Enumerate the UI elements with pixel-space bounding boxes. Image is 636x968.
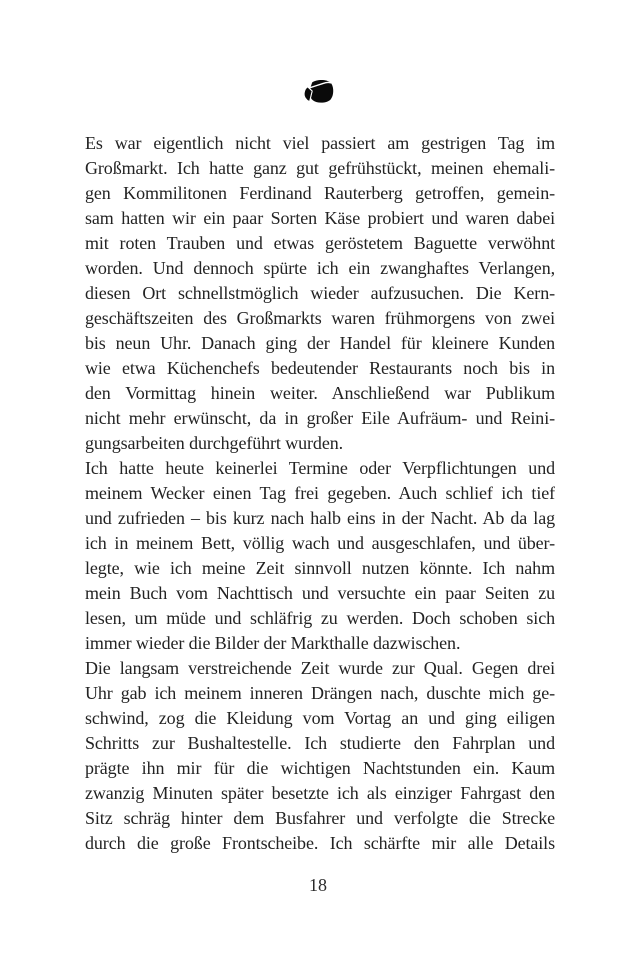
text-line: nicht mehr erwünscht, da in großer Eile Aufräum- und Reini- xyxy=(85,408,555,428)
text-line: mit roten Trauben und etwas geröstetem Baguette verwöhnt xyxy=(85,233,555,253)
text-line: meinem Wecker einen Tag frei gegeben. Auch schlief ich tief xyxy=(85,483,555,503)
text-line: und zufrieden – bis kurz nach halb eins in der Nacht. Ab da lag xyxy=(85,508,555,528)
text-line: Großmarkt. Ich hatte ganz gut gefrühstückt, meinen ehemali- xyxy=(85,158,555,178)
text-line: lesen, um müde und schläfrig zu werden. Doch schoben sich xyxy=(85,608,555,628)
page-number: 18 xyxy=(309,875,327,895)
text-line: Es war eigentlich nicht viel passiert am gestrigen Tag im xyxy=(85,133,555,153)
cheese-wheel-ornament-icon xyxy=(301,78,335,108)
paragraph xyxy=(85,456,555,656)
text-line: legte, wie ich meine Zeit sinnvoll nutzen könnte. Ich nahm xyxy=(85,558,555,578)
text-line: Die langsam verstreichende Zeit wurde zur Qual. Gegen drei xyxy=(85,658,555,678)
paragraph xyxy=(85,656,555,856)
text-line: mein Buch vom Nachttisch und versuchte ein paar Seiten zu xyxy=(85,583,555,603)
text-line: gungsarbeiten durchgeführt wurden. xyxy=(85,433,344,453)
text-line: bis neun Uhr. Danach ging der Handel für kleinere Kunden xyxy=(85,333,555,353)
text-line: Ich hatte heute keinerlei Termine oder Verpflichtungen und xyxy=(85,458,555,478)
text-line: ich in meinem Bett, völlig wach und ausgeschlafen, und über- xyxy=(85,533,555,553)
text-line: geschäftszeiten des Großmarkts waren frühmorgens von zwei xyxy=(85,308,555,328)
text-line: Uhr gab ich meinem inneren Drängen nach, duschte mich ge- xyxy=(85,683,555,703)
text-line: wie etwa Küchenchefs bedeutender Restaurants noch bis in xyxy=(85,358,555,378)
text-line: durch die große Frontscheibe. Ich schärfte mir alle Details xyxy=(85,833,555,853)
text-line: sam hatten wir ein paar Sorten Käse probiert und waren dabei xyxy=(85,208,555,228)
text-line: zwanzig Minuten später besetzte ich als einziger Fahrgast den xyxy=(85,783,555,803)
text-line: diesen Ort schnellstmöglich wieder aufzusuchen. Die Kern- xyxy=(85,283,555,303)
text-line: worden. Und dennoch spürte ich ein zwanghaftes Verlangen, xyxy=(85,258,555,278)
text-line: den Vormittag hinein weiter. Anschließend war Publikum xyxy=(85,383,555,403)
text-line: Schritts zur Bushaltestelle. Ich studierte den Fahrplan und xyxy=(85,733,555,753)
text-line: gen Kommilitonen Ferdinand Rauterberg getroffen, gemein- xyxy=(85,183,555,203)
body-text xyxy=(85,131,555,856)
text-line: immer wieder die Bilder der Markthalle dazwischen. xyxy=(85,633,461,653)
text-line: Sitz schräg hinter dem Busfahrer und verfolgte die Strecke xyxy=(85,808,555,828)
paragraph xyxy=(85,131,555,456)
text-line: schwind, zog die Kleidung vom Vortag an und ging eiligen xyxy=(85,708,555,728)
text-line: prägte ihn mir für die wichtigen Nachtstunden ein. Kaum xyxy=(85,758,555,778)
